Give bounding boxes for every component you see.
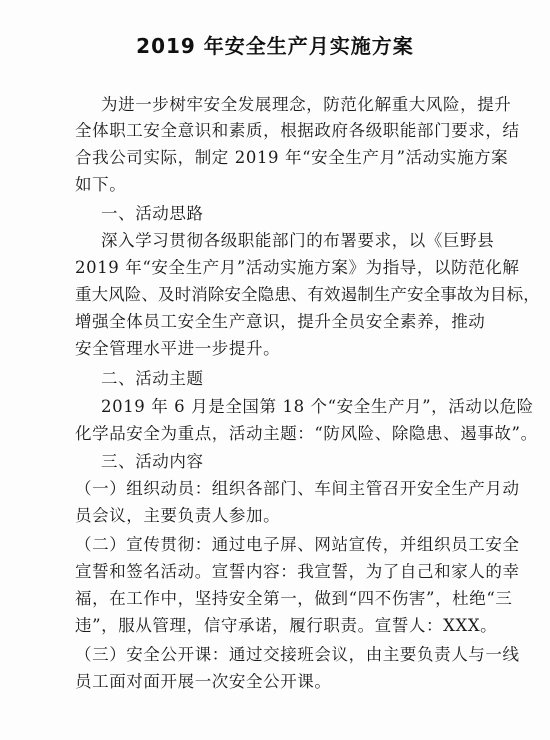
intro-line-2: 全体职工安全意识和素质，根据政府各级职能部门要求，结 bbox=[75, 121, 520, 140]
section-1-line-3: 重大风险、及时消除安全隐患、有效遏制生产安全事故为目标， bbox=[75, 285, 540, 304]
section-3-item-2-line-1: （二）宣传贯彻：通过电子屏、网站宣传，并组织员工安全 bbox=[75, 535, 520, 554]
document-title: 2019 年安全生产月实施方案 bbox=[136, 34, 414, 58]
section-1-line-4: 增强全体员工安全生产意识，提升全员安全素养，推动 bbox=[75, 312, 486, 331]
section-1-line-1: 深入学习贯彻各级职能部门的布署要求，以《巨野县 bbox=[101, 231, 495, 250]
section-2-heading: 二、活动主题 bbox=[101, 369, 204, 388]
section-1-line-5: 安全管理水平进一步提升。 bbox=[75, 339, 281, 358]
section-3-item-2-line-3: 福，在工作中，坚持安全第一，做到“四不伤害”，杜绝“三 bbox=[75, 589, 513, 608]
section-1-line-2: 2019 年“安全生产月”活动实施方案》为指导，以防范化解 bbox=[75, 258, 520, 277]
section-3-item-3-line-2: 员工面对面开展一次安全公开课。 bbox=[75, 672, 332, 691]
intro-line-3: 合我公司实际，制定 2019 年“安全生产月”活动实施方案 bbox=[75, 148, 509, 167]
section-2-line-1: 2019 年 6 月是全国第 18 个“安全生产月”，活动以危险 bbox=[101, 397, 534, 416]
intro-line-1: 为进一步树牢安全发展理念，防范化解重大风险，提升 bbox=[101, 95, 512, 114]
section-3-heading: 三、活动内容 bbox=[101, 452, 204, 471]
section-3-item-3-line-1: （三）安全公开课：通过交接班会议，由主要负责人与一线 bbox=[75, 645, 520, 664]
section-3-item-1-line-1: （一）组织动员：组织各部门、车间主管召开安全生产月动 bbox=[75, 479, 520, 498]
section-1-heading: 一、活动思路 bbox=[101, 204, 204, 223]
section-3-item-2-line-4: 违”，服从管理，信守承诺，履行职责。宣誓人：XXX。 bbox=[75, 616, 498, 635]
intro-line-4: 如下。 bbox=[75, 175, 127, 194]
section-3-item-1-line-2: 员会议，主要负责人参加。 bbox=[75, 506, 281, 525]
section-3-item-2-line-2: 宣誓和签名活动。宣誓内容：我宣誓，为了自己和家人的幸 bbox=[75, 562, 520, 581]
section-2-line-2: 化学品安全为重点，活动主题：“防风险、除隐患、遏事故”。 bbox=[75, 424, 538, 443]
